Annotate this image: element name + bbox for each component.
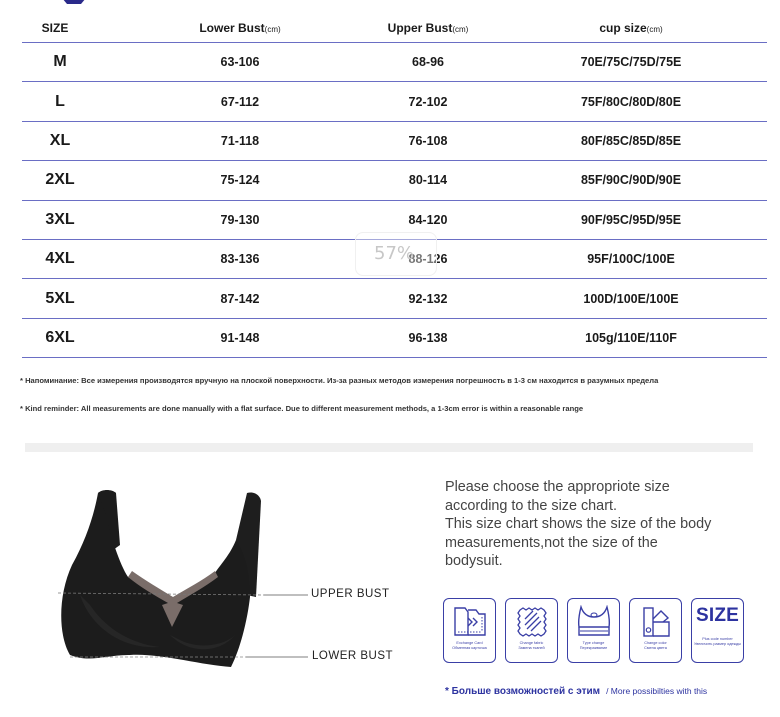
exchange-card-icon <box>452 605 488 639</box>
lower-bust-cell: 91-148 <box>220 330 260 345</box>
description-line: Please choose the appropriote size <box>445 479 670 495</box>
fabric-swatch-icon <box>515 605 549 639</box>
change-color-badge <box>629 598 682 663</box>
lower-bust-cell: 71-118 <box>220 133 260 148</box>
size-chart-table <box>22 14 767 358</box>
description-line: according to the size chart. <box>445 497 617 514</box>
service-icons <box>443 598 744 663</box>
bra-top-icon <box>575 605 613 639</box>
lower-bust-cell: 67-112 <box>220 94 260 109</box>
upper-bust-cell: 80-114 <box>408 173 448 188</box>
watermark-text: 57% <box>374 243 415 264</box>
section-divider <box>25 443 753 452</box>
cup-size-cell: 95F/100C/100E <box>587 252 675 267</box>
top-arrow-marker <box>60 0 74 6</box>
table-row <box>22 82 767 121</box>
color-palette-icon <box>639 605 673 639</box>
more-possibilities-note <box>445 681 707 699</box>
upper-bust-label: UPPER BUST <box>311 588 390 600</box>
cup-size-cell: 85F/90C/90D/90E <box>580 173 682 188</box>
plus-size-badge <box>691 598 744 663</box>
reminder-note-russian: * Напоминание: Все измерения производятся вручную на плоской поверхности. Из-за разных методов измерения погрешность в 1-3 см находится в разумных предела <box>20 376 659 385</box>
size-word-icon: SIZE <box>695 605 740 626</box>
icon-caption: Plus code number Увеличить размер одежды <box>694 637 741 646</box>
exchange-card-badge <box>443 598 496 663</box>
cup-size-cell: 100D/100E/100E <box>583 291 679 306</box>
icon-caption: Change color Смена цвета <box>644 641 667 650</box>
icon-caption: Change fabric Замена тканей <box>518 641 545 650</box>
size-cell: 6XL <box>45 328 75 346</box>
upper-bust-cell: 72-102 <box>408 94 448 109</box>
table-header <box>22 14 767 43</box>
size-cell: 3XL <box>45 210 75 228</box>
size-cell: XL <box>49 131 71 149</box>
lower-bust-cell: 75-124 <box>220 173 260 188</box>
table-row <box>22 319 767 358</box>
upper-bust-cell: 76-108 <box>408 133 448 148</box>
header-cup-size: cup size(cm) <box>599 21 663 35</box>
description-line: This size chart shows the size of the body <box>445 516 712 533</box>
change-fabric-badge <box>505 598 558 663</box>
cup-size-cell: 90F/95C/95D/95E <box>580 212 682 227</box>
size-cell: 2XL <box>45 171 75 189</box>
size-cell: 4XL <box>45 250 75 268</box>
size-guide-description <box>445 478 765 571</box>
lower-bust-cell: 83-136 <box>220 252 260 267</box>
size-cell: 5XL <box>45 289 75 307</box>
description-line: measurements,not the size of the <box>445 534 658 551</box>
header-upper-bust: Upper Bust(cm) <box>387 21 469 35</box>
cup-size-cell: 75F/80C/80D/80E <box>580 94 682 109</box>
icon-caption: Exchange Card Обменная карточка <box>452 641 487 650</box>
lower-bust-cell: 63-106 <box>220 55 260 70</box>
cup-size-cell: 70E/75C/75D/75E <box>580 55 682 70</box>
type-change-badge <box>567 598 620 663</box>
table-row <box>22 122 767 161</box>
upper-bust-cell: 84-120 <box>408 212 448 227</box>
table-row <box>22 161 767 200</box>
size-cell: M <box>53 53 67 71</box>
upper-bust-cell: 92-132 <box>408 291 448 306</box>
upper-bust-cell: 88-126 <box>408 252 448 267</box>
cup-size-cell: 105g/110E/110F <box>585 330 677 345</box>
upper-bust-cell: 68-96 <box>412 55 444 70</box>
lower-bust-cell: 87-142 <box>220 291 260 306</box>
upper-bust-cell: 96-138 <box>408 330 448 345</box>
cup-size-cell: 80F/85C/85D/85E <box>580 133 682 148</box>
lower-bust-label: LOWER BUST <box>312 650 394 662</box>
icon-caption: Type change Перекраивание <box>579 641 608 650</box>
description-line: bodysuit. <box>445 553 503 570</box>
table-row <box>22 43 767 82</box>
size-cell: L <box>55 92 65 110</box>
zoom-watermark <box>355 232 437 276</box>
header-lower-bust: Lower Bust(cm) <box>199 21 281 35</box>
header-size: SIZE <box>41 21 69 35</box>
more-english: / More possibilties with this <box>606 686 708 696</box>
more-russian: * Больше возможностей с этим <box>445 686 601 697</box>
reminder-note-english: * Kind reminder: All measurements are done manually with a flat surface. Due to different measurement methods, a 1-3cm error is within a reasonable range <box>20 404 584 413</box>
lower-bust-cell: 79-130 <box>220 212 260 227</box>
table-row <box>22 279 767 318</box>
